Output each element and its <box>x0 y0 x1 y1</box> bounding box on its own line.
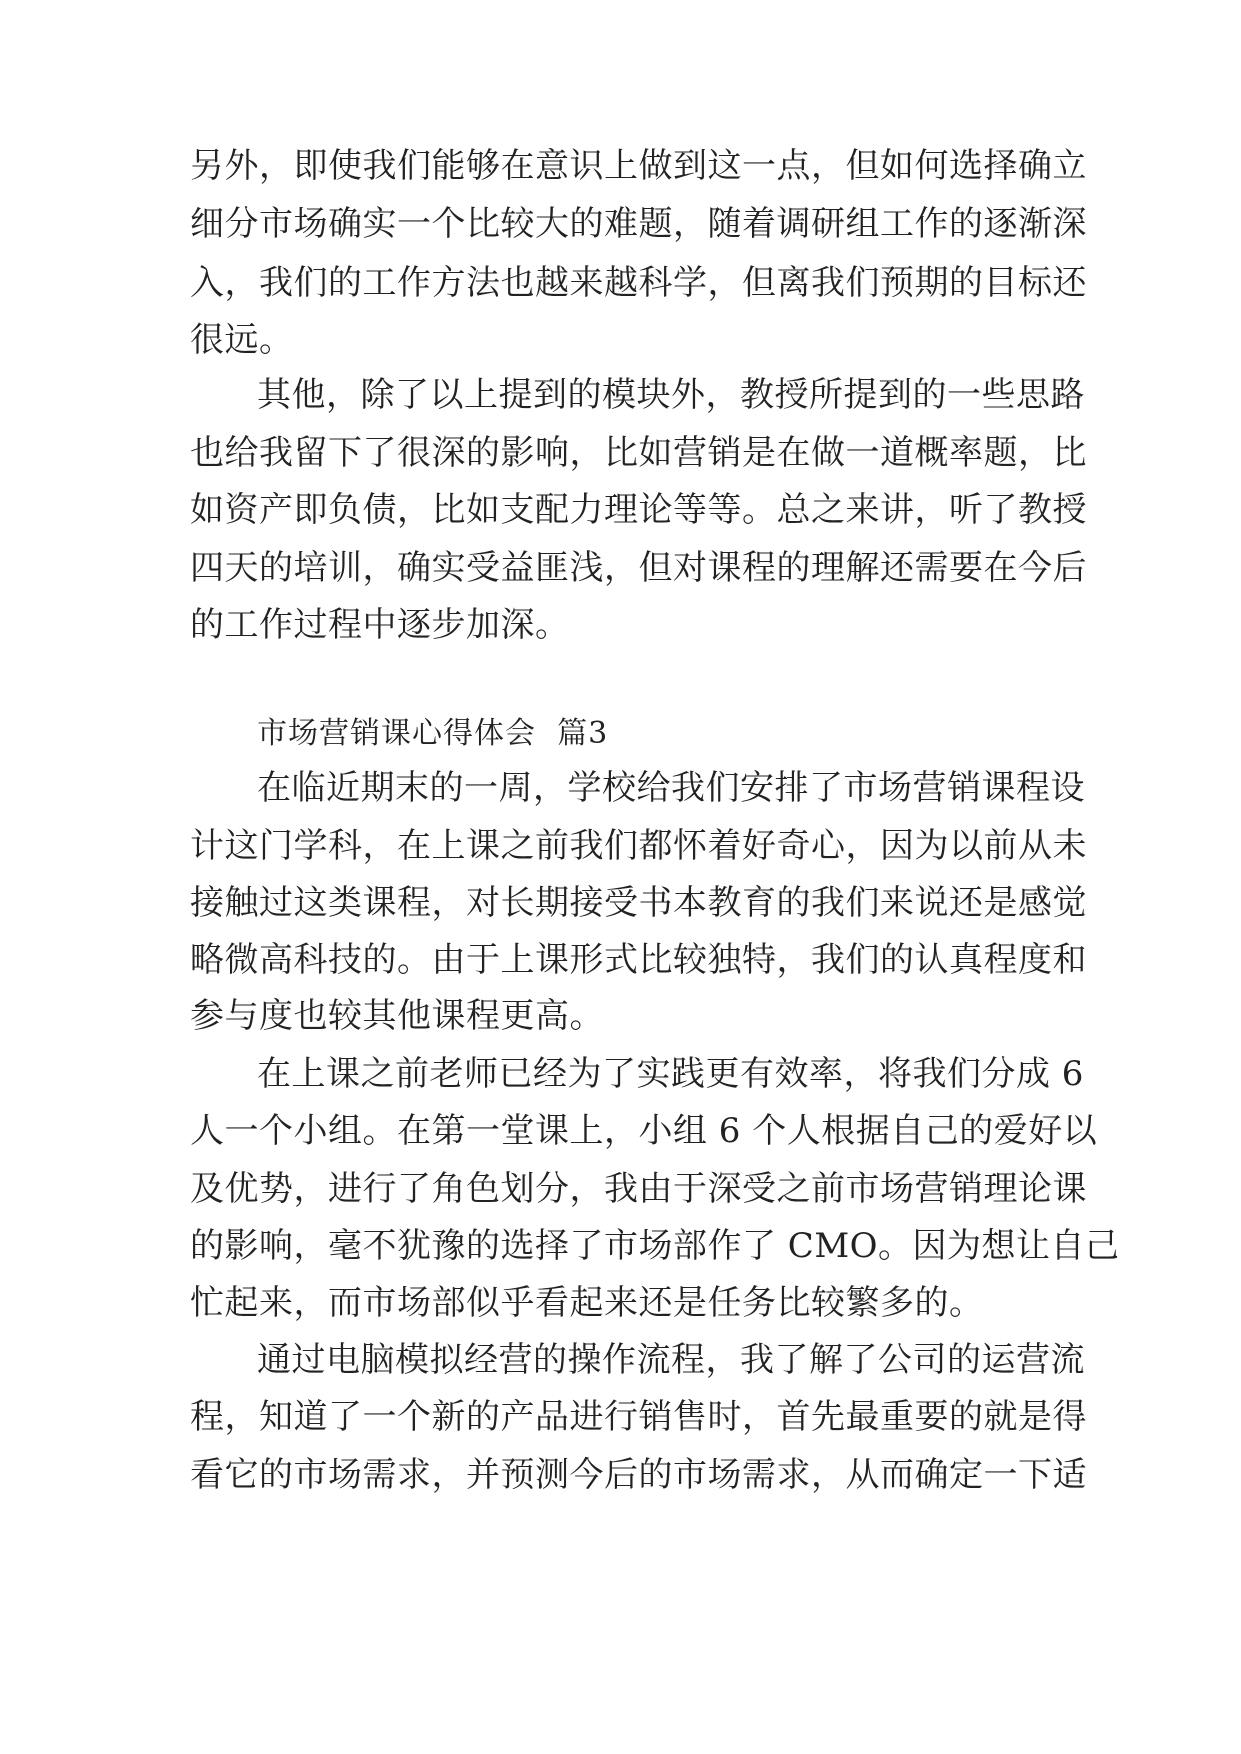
paragraph-1-line-2: 细分市场确实一个比较大的难题，随着调研组工作的逐渐深 <box>190 204 1087 244</box>
paragraph-4-line-2: 人一个小组。在第一堂课上，小组 6 个人根据自己的爱好以 <box>190 1111 1098 1151</box>
paragraph-5-line-1: 通过电脑模拟经营的操作流程，我了解了公司的运营流 <box>257 1340 1085 1380</box>
paragraph-4-line-1: 在上课之前老师已经为了实践更有效率，将我们分成 6 <box>257 1054 1084 1094</box>
paragraph-3-line-1: 在临近期末的一周，学校给我们安排了市场营销课程设 <box>257 768 1085 808</box>
paragraph-2-line-1: 其他，除了以上提到的模块外，教授所提到的一些思路 <box>257 375 1085 415</box>
paragraph-3-line-3: 接触过这类课程，对长期接受书本教育的我们来说还是感觉 <box>190 883 1087 923</box>
paragraph-4-line-5: 忙起来，而市场部似乎看起来还是任务比较繁多的。 <box>190 1283 984 1323</box>
paragraph-1-line-3: 入，我们的工作方法也越来越科学，但离我们预期的目标还 <box>190 263 1087 303</box>
paragraph-5-line-2: 程，知道了一个新的产品进行销售时，首先最重要的就是得 <box>190 1397 1087 1437</box>
paragraph-2-line-2: 也给我留下了很深的影响，比如营销是在做一道概率题，比 <box>190 433 1087 473</box>
paragraph-2-line-4: 四天的培训，确实受益匪浅，但对课程的理解还需要在今后 <box>190 548 1087 588</box>
paragraph-2-line-5: 的工作过程中逐步加深。 <box>190 605 570 645</box>
section-heading: 市场营销课心得体会 篇3 <box>257 716 609 751</box>
paragraph-4-line-3: 及优势，进行了角色划分，我由于深受之前市场营销理论课 <box>190 1169 1087 1209</box>
paragraph-3-line-4: 略微高科技的。由于上课形式比较独特，我们的认真程度和 <box>190 940 1087 980</box>
paragraph-4-line-4: 的影响，毫不犹豫的选择了市场部作了 CMO。因为想让自己 <box>190 1226 1120 1266</box>
paragraph-3-line-5: 参与度也较其他课程更高。 <box>190 996 604 1036</box>
paragraph-5-line-3: 看它的市场需求，并预测今后的市场需求，从而确定一下适 <box>190 1455 1087 1495</box>
paragraph-1-line-4: 很远。 <box>190 320 294 360</box>
paragraph-2-line-3: 如资产即负债，比如支配力理论等等。总之来讲，听了教授 <box>190 490 1087 530</box>
paragraph-3-line-2: 计这门学科，在上课之前我们都怀着好奇心，因为以前从未 <box>190 826 1087 866</box>
paragraph-1-line-1: 另外，即使我们能够在意识上做到这一点，但如何选择确立 <box>190 146 1087 186</box>
